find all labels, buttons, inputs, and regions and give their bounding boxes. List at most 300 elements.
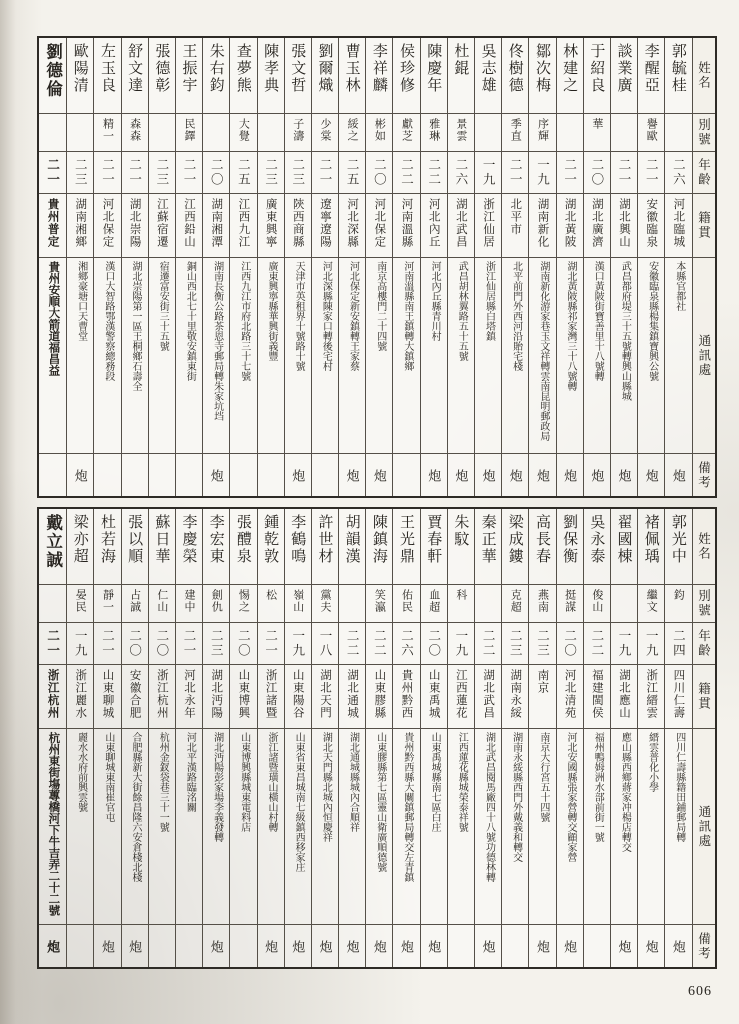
address-cell-text: 湖北武昌閱馬廠四十八號功德林轉 (483, 732, 495, 882)
name-cell (285, 38, 311, 114)
address-cell (611, 729, 637, 925)
remarks-cell (203, 925, 229, 967)
person-entry (365, 38, 392, 496)
alias-cell (421, 114, 447, 152)
address-row-header-label: 通訊處 (696, 333, 711, 378)
person-entry (229, 38, 256, 496)
age-cell (176, 623, 202, 665)
age-cell (638, 623, 664, 665)
alias-cell (285, 585, 311, 623)
alias-cell (230, 585, 256, 623)
person-entry (610, 509, 637, 967)
alias-cell-text: 黨夫 (318, 589, 331, 613)
age-cell (502, 623, 528, 665)
age-cell (339, 152, 365, 194)
address-cell (285, 729, 311, 925)
native-place-cell-text: 安徽臨泉 (645, 198, 658, 248)
address-row-header (693, 258, 715, 454)
native-place-cell-text: 山東膠縣 (373, 669, 386, 719)
alias-cell-text: 占誠 (128, 589, 141, 613)
native-place-cell (665, 665, 691, 729)
name-cell-text: 查夢熊 (234, 43, 251, 94)
age-cell (67, 152, 93, 194)
alias-cell-text: 民鐸 (183, 118, 196, 142)
name-cell (149, 509, 175, 585)
remarks-cell-text: 炮 (290, 468, 306, 482)
age-cell-text: 二二 (589, 629, 604, 658)
name-cell (39, 509, 66, 585)
alias-cell-text: 靜一 (101, 589, 114, 613)
native-place-cell-text: 湖北通城 (346, 669, 359, 719)
name-cell-text: 劉保衡 (561, 514, 578, 565)
page-number: 606 (688, 984, 712, 999)
native-place-cell-text: 浙江麗水 (74, 669, 87, 719)
alias-cell-text: 繼文 (645, 589, 658, 613)
alias-row-header-label: 別號 (696, 118, 711, 147)
remarks-cell-text: 炮 (290, 939, 306, 953)
address-cell (39, 729, 66, 925)
address-cell (258, 258, 284, 454)
remarks-row-header (693, 454, 715, 496)
native-place-cell-text: 南京 (536, 669, 549, 694)
alias-cell (665, 585, 691, 623)
address-cell (448, 258, 474, 454)
remarks-cell (149, 925, 175, 967)
native-place-cell (611, 665, 637, 729)
remarks-cell-text: 炮 (534, 939, 550, 953)
address-cell (285, 258, 311, 454)
remarks-cell (67, 454, 93, 496)
age-cell (366, 152, 392, 194)
native-place-cell (475, 194, 501, 258)
address-cell (39, 258, 66, 454)
name-cell-text: 許世材 (316, 514, 333, 565)
name-cell (502, 509, 528, 585)
person-entry (637, 38, 664, 496)
name-cell-text: 于紹良 (588, 43, 605, 94)
remarks-cell (176, 454, 202, 496)
alias-cell (393, 585, 419, 623)
person-entry (583, 509, 610, 967)
person-entry (175, 38, 202, 496)
alias-cell (529, 114, 555, 152)
remarks-cell (611, 925, 637, 967)
native-place-cell (122, 194, 148, 258)
remarks-cell-text: 炮 (562, 468, 578, 482)
address-cell-text: 漢口黃陂街寶善里十八號轉 (592, 261, 604, 381)
name-cell-text: 朱馼 (452, 514, 469, 548)
person-entry (664, 38, 691, 496)
name-cell-text: 張文哲 (289, 43, 306, 94)
address-cell (529, 729, 555, 925)
native-place-cell (67, 665, 93, 729)
native-place-cell (584, 194, 610, 258)
address-cell-text: 湖南新化游家巷玉文祥轉雲南昆明郵政局 (537, 261, 549, 441)
person-entry (501, 38, 528, 496)
native-place-cell-text: 湖北興山 (618, 198, 631, 248)
address-cell-text: 本縣官都社 (673, 261, 685, 311)
name-cell (393, 38, 419, 114)
alias-cell-text: 血超 (427, 589, 440, 613)
address-cell-text: 武昌胡林翼路五十五號 (456, 261, 468, 361)
name-cell (176, 38, 202, 114)
name-cell (258, 38, 284, 114)
person-entry (229, 509, 256, 967)
age-cell (258, 623, 284, 665)
remarks-row-header-label: 備考 (696, 931, 711, 961)
alias-cell (529, 585, 555, 623)
age-row-header (693, 623, 715, 665)
person-entry (175, 509, 202, 967)
alias-cell-text: 雅琳 (427, 118, 440, 142)
age-cell (557, 152, 583, 194)
alias-cell-text: 華 (590, 118, 603, 130)
native-place-cell (285, 194, 311, 258)
alias-cell-text: 獻芝 (400, 118, 413, 142)
native-row-header (693, 194, 715, 258)
age-cell-text: 二一 (562, 158, 577, 187)
native-place-cell (258, 194, 284, 258)
address-cell (366, 258, 392, 454)
age-cell-text: 二五 (236, 158, 251, 187)
native-row-header-label: 籍貫 (696, 211, 711, 240)
remarks-cell (665, 925, 691, 967)
person-entry (257, 509, 284, 967)
age-cell (39, 152, 66, 194)
person-entry (392, 38, 419, 496)
name-cell-text: 李醒亞 (642, 43, 659, 94)
person-entry (501, 509, 528, 967)
name-cell (611, 509, 637, 585)
alias-cell-text: 鈞 (672, 589, 685, 601)
native-place-cell-text: 遼寧遼陽 (318, 198, 331, 248)
name-cell-text: 林建之 (561, 43, 578, 94)
native-place-cell (312, 665, 338, 729)
alias-cell (94, 114, 120, 152)
age-cell (122, 623, 148, 665)
remarks-cell (258, 454, 284, 496)
native-place-cell-text: 湖南湘潭 (210, 198, 223, 248)
age-cell-text: 二三 (154, 158, 169, 187)
remarks-cell-text: 炮 (127, 939, 143, 953)
age-cell (393, 623, 419, 665)
address-cell-text: 南京高樓門二十四號 (374, 261, 386, 351)
native-place-cell-text: 河南溫縣 (400, 198, 413, 248)
age-cell-text: 二二 (481, 629, 496, 658)
person-entry (39, 509, 66, 967)
name-cell (312, 38, 338, 114)
age-cell-text: 二二 (345, 629, 360, 658)
age-cell (611, 152, 637, 194)
alias-cell-text: 森森 (128, 118, 141, 142)
person-entry (39, 38, 66, 496)
alias-cell (366, 114, 392, 152)
alias-cell (258, 585, 284, 623)
address-cell-text: 湖北天門縣北城內恒慶祥 (320, 732, 332, 842)
alias-cell (421, 585, 447, 623)
address-cell-text: 湖北通城縣城內合順祥 (347, 732, 359, 832)
name-cell-text: 劉爾熾 (316, 43, 333, 94)
address-cell (557, 258, 583, 454)
alias-cell (584, 585, 610, 623)
name-cell-text: 郭毓桂 (669, 43, 686, 94)
address-cell (339, 729, 365, 925)
age-cell (230, 623, 256, 665)
age-cell-text: 二一 (45, 629, 60, 658)
register-section (37, 507, 717, 969)
native-place-cell (638, 194, 664, 258)
native-place-cell-text: 江蘇宿遷 (155, 198, 168, 248)
name-cell-text: 陳鎮海 (370, 514, 387, 565)
native-place-cell (448, 665, 474, 729)
name-cell-text: 李宏東 (207, 514, 224, 565)
alias-cell-text: 建中 (183, 589, 196, 613)
age-cell-text: 一九 (535, 158, 550, 187)
address-cell (67, 729, 93, 925)
alias-cell (203, 114, 229, 152)
alias-cell (502, 585, 528, 623)
alias-cell (557, 114, 583, 152)
address-cell (94, 729, 120, 925)
alias-cell (611, 114, 637, 152)
age-cell-text: 一九 (481, 158, 496, 187)
age-cell-text: 二〇 (562, 629, 577, 658)
remarks-row-header (693, 925, 715, 967)
address-cell-text: 杭州金釵袋巷三十一號 (157, 732, 169, 832)
name-cell (529, 509, 555, 585)
address-cell-text: 河北安國縣張家營轉交顧家營 (565, 732, 577, 862)
age-cell-text: 二四 (671, 629, 686, 658)
native-place-cell-text: 河北保定 (101, 198, 114, 248)
alias-cell (366, 585, 392, 623)
age-cell-text: 二一 (508, 158, 523, 187)
remarks-cell (475, 454, 501, 496)
address-cell-text: 山東省東昌城南七級鎮西移家庄 (293, 732, 305, 872)
alias-cell (94, 585, 120, 623)
native-place-cell-text: 浙江縉雲 (645, 669, 658, 719)
age-cell (502, 152, 528, 194)
native-place-cell (339, 194, 365, 258)
name-cell (475, 38, 501, 114)
alias-cell (67, 114, 93, 152)
name-cell (176, 509, 202, 585)
address-cell-text: 應山縣西鄉蔣家冲楊店轉交 (619, 732, 631, 852)
age-cell (67, 623, 93, 665)
age-cell (312, 623, 338, 665)
address-cell (421, 258, 447, 454)
person-entry (338, 38, 365, 496)
age-cell-text: 一九 (453, 629, 468, 658)
native-place-cell-text: 湖南永綏 (509, 669, 522, 719)
person-entry (284, 38, 311, 496)
age-cell-text: 二一 (317, 158, 332, 187)
person-entry (257, 38, 284, 496)
row-header-column (692, 38, 715, 496)
alias-cell (448, 585, 474, 623)
native-place-cell-text: 河北內丘 (427, 198, 440, 248)
native-place-cell (557, 194, 583, 258)
person-entry (66, 509, 93, 967)
address-cell (421, 729, 447, 925)
native-place-cell (393, 665, 419, 729)
person-entry (528, 38, 555, 496)
remarks-cell-text: 炮 (344, 468, 360, 482)
name-cell (366, 509, 392, 585)
remarks-cell (339, 454, 365, 496)
address-cell (122, 729, 148, 925)
remarks-cell (448, 454, 474, 496)
alias-cell-text: 俊山 (590, 589, 603, 613)
name-cell-text: 張以順 (126, 514, 143, 565)
alias-cell-text: 少棠 (318, 118, 331, 142)
name-cell (421, 38, 447, 114)
remarks-cell-text: 炮 (72, 468, 88, 482)
native-place-cell-text: 河北永年 (183, 669, 196, 719)
address-cell (149, 258, 175, 454)
remarks-cell-text: 炮 (562, 939, 578, 953)
person-entry (311, 38, 338, 496)
person-entry (556, 38, 583, 496)
age-cell (584, 152, 610, 194)
remarks-cell-text: 炮 (399, 939, 415, 953)
native-place-cell (339, 665, 365, 729)
address-cell (67, 258, 93, 454)
name-cell-text: 鄒次梅 (533, 43, 550, 94)
address-cell (557, 729, 583, 925)
native-place-cell (176, 194, 202, 258)
address-cell (312, 258, 338, 454)
address-cell-text: 麗水水府前興雲號 (75, 732, 87, 812)
address-cell (393, 729, 419, 925)
remarks-cell (584, 925, 610, 967)
address-cell-text: 湖南永綏縣西門外戴義和轉交 (510, 732, 522, 862)
native-place-cell (529, 194, 555, 258)
age-cell (611, 623, 637, 665)
age-row-header (693, 152, 715, 194)
name-cell-text: 戴立誠 (43, 514, 63, 570)
native-place-cell (665, 194, 691, 258)
age-cell-text: 二五 (345, 158, 360, 187)
address-cell-text: 杭州東街塲蓴橋河下牛吉弄二十二號 (47, 732, 60, 916)
age-cell-text: 二一 (100, 629, 115, 658)
name-cell (584, 38, 610, 114)
age-cell (203, 152, 229, 194)
address-cell (258, 729, 284, 925)
address-cell-text: 河北保定新安鎮轉王家蔡 (347, 261, 359, 371)
age-cell-text: 二一 (644, 158, 659, 187)
address-cell (312, 729, 338, 925)
alias-cell (176, 114, 202, 152)
remarks-cell (584, 454, 610, 496)
address-cell-text: 湖北崇陽第一區王桐鄉石壽全 (130, 261, 142, 391)
name-cell-text: 胡韻漢 (343, 514, 360, 565)
age-cell (529, 623, 555, 665)
name-cell (611, 38, 637, 114)
age-cell-text: 二〇 (127, 629, 142, 658)
remarks-cell (393, 454, 419, 496)
remarks-cell (529, 925, 555, 967)
remarks-cell (421, 925, 447, 967)
remarks-cell-text: 炮 (670, 939, 686, 953)
age-row-header-label: 年齡 (696, 629, 711, 658)
address-cell (665, 258, 691, 454)
address-cell-text: 山東聊城東南崔官屯 (102, 732, 114, 822)
alias-cell-text: 燕南 (536, 589, 549, 613)
name-cell (149, 38, 175, 114)
remarks-cell (366, 925, 392, 967)
remarks-cell-text: 炮 (480, 939, 496, 953)
name-cell (339, 509, 365, 585)
remarks-cell-text: 炮 (371, 468, 387, 482)
age-cell (285, 623, 311, 665)
age-cell-text: 二一 (45, 158, 60, 187)
native-place-cell-text: 山東陽谷 (291, 669, 304, 719)
name-cell-text: 張醴泉 (234, 514, 251, 565)
age-cell-text: 二〇 (372, 158, 387, 187)
address-cell-text: 四川仁壽縣籍田鋪郵局轉 (673, 732, 685, 842)
alias-cell-text: 仁山 (155, 589, 168, 613)
alias-cell-text: 嶺山 (291, 589, 304, 613)
name-cell-text: 朱右鈞 (207, 43, 224, 94)
alias-cell (312, 585, 338, 623)
name-cell (557, 509, 583, 585)
name-cell (448, 509, 474, 585)
age-cell (665, 623, 691, 665)
alias-cell (176, 585, 202, 623)
name-cell-text: 李慶榮 (180, 514, 197, 565)
age-cell (39, 623, 66, 665)
native-place-cell-text: 河北臨城 (672, 198, 685, 248)
remarks-cell (176, 925, 202, 967)
name-cell (584, 509, 610, 585)
address-cell-text: 江西蓮花縣城榮泰祥號 (456, 732, 468, 832)
person-entry (474, 38, 501, 496)
remarks-cell-text: 炮 (643, 468, 659, 482)
address-cell (176, 258, 202, 454)
person-entry (637, 509, 664, 967)
name-cell (67, 38, 93, 114)
name-cell (230, 38, 256, 114)
native-place-cell (230, 665, 256, 729)
address-cell-text: 湖北黃陂縣祁家灣三十八號轉 (565, 261, 577, 391)
alias-cell (339, 585, 365, 623)
remarks-cell (502, 454, 528, 496)
alias-cell-text: 挺謀 (563, 589, 576, 613)
person-entry (284, 509, 311, 967)
address-cell (502, 729, 528, 925)
name-cell (94, 38, 120, 114)
alias-cell-text: 彬如 (373, 118, 386, 142)
age-cell-text: 二一 (617, 158, 632, 187)
address-cell-text: 貴州黔西縣大關鎮郵局轉交左青鎮 (401, 732, 413, 882)
name-cell (122, 38, 148, 114)
address-cell (203, 729, 229, 925)
alias-cell-text: 景雲 (454, 118, 467, 142)
native-place-cell-text: 湖北天門 (318, 669, 331, 719)
native-place-cell (366, 665, 392, 729)
native-place-cell-text: 山東禹城 (427, 669, 440, 719)
age-cell-text: 二二 (426, 158, 441, 187)
remarks-cell-text: 炮 (208, 468, 224, 482)
age-cell (665, 152, 691, 194)
native-place-cell-text: 貴州普定 (46, 198, 59, 248)
name-cell-text: 張德彰 (153, 43, 170, 94)
remarks-cell-text: 炮 (426, 939, 442, 953)
remarks-cell (39, 454, 66, 496)
age-cell (149, 152, 175, 194)
age-cell-text: 二三 (508, 629, 523, 658)
age-cell-text: 二〇 (209, 158, 224, 187)
